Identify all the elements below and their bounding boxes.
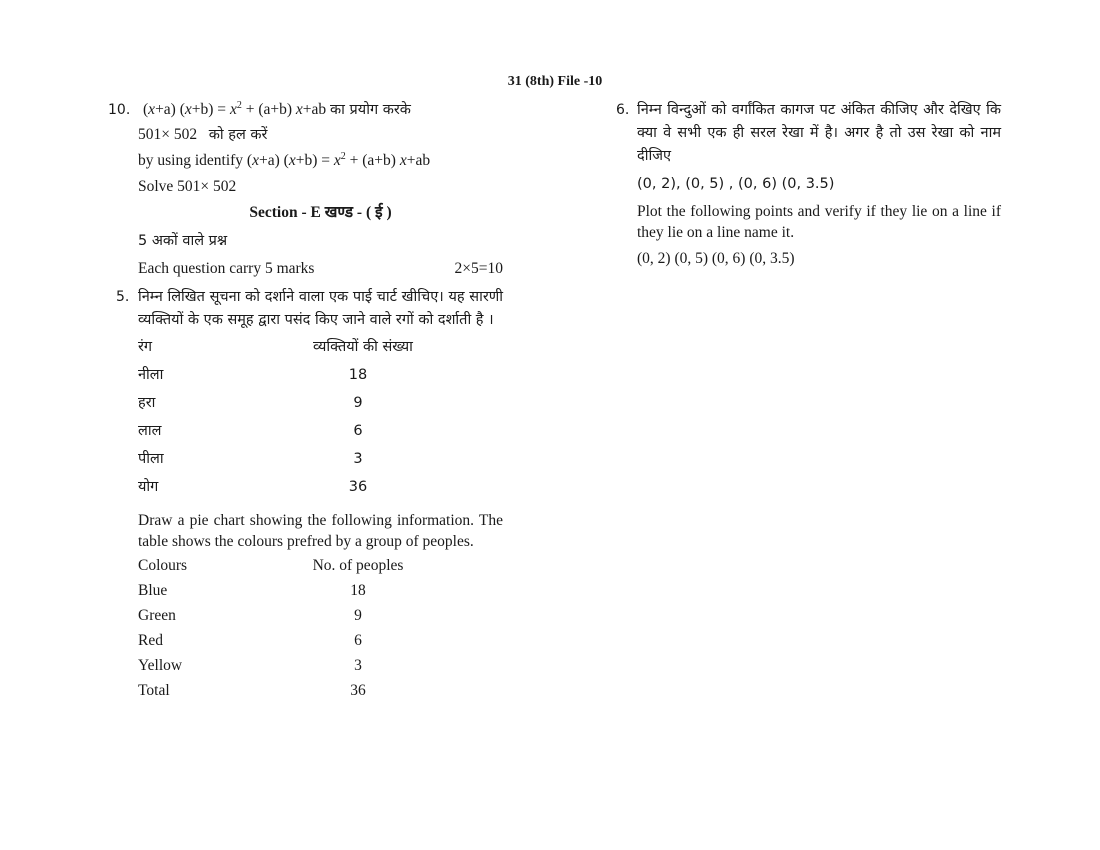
q6-en-text: Plot the following points and verify if they lie on a line if they lie on a line name it. [637,203,1001,241]
table-cell: 9 [354,607,362,624]
table-cell: Total [138,682,170,699]
q10-product: 501× 502 [138,126,198,143]
table-cell: नीला [138,367,164,383]
q6-hi-points: (0, 2), (0, 5) , (0, 6) (0, 3.5) [637,176,835,192]
table-row [138,476,503,504]
table-row [138,680,503,705]
q6-en-points: (0, 2) (0, 5) (0, 6) (0, 3.5) [637,250,795,267]
section-title [108,202,503,224]
question-number: 5. [116,289,130,305]
question-number: 6. [616,102,630,118]
table-cell: लाल [138,423,162,439]
table-row [138,448,503,476]
table-row [138,364,503,392]
table-cell: पीला [138,451,164,467]
table-cell: Yellow [138,657,183,674]
table-cell: 6 [353,423,363,439]
table-header-row [138,555,503,580]
section-en-marks: Each question carry 5 marks [138,260,315,277]
table-cell: 36 [350,682,366,699]
table-row [138,655,503,680]
table-cell: 3 [353,451,363,467]
table-row [138,420,503,448]
table-cell: 18 [348,367,368,383]
q10-hi-solve: को हल करें [208,127,268,143]
table-header: Colours [138,557,188,574]
q6-hi-text: निम्न विन्दुओं को वर्गांकित कागज पट अंकित कीजिए और देखिए कि क्या वे सभी एक ही सरल रेखा में है। अगर है तो उस रेखा को नाम दीजिए [637,102,1001,164]
q5-en-table [108,555,503,705]
table-row [138,392,503,420]
q10-line-2 [108,124,503,146]
q10-line-1 [108,99,503,121]
question-6 [616,99,1001,270]
question-number: 10. [108,102,131,118]
q10-en-line-1: by using identify (x+a) $(x+b) = x^2 + (a+b)$ x+ab [138,150,431,169]
q10-en-line-2: Solve 501× 502 [138,178,237,195]
section-hi-marks: 5 अकों वाले प्रश्न [138,233,228,249]
table-cell: 18 [350,582,366,599]
table-row [138,580,503,605]
table-header: No. of peoples [312,557,404,574]
question-10 [108,99,503,198]
table-cell: Red [138,632,163,649]
question-5 [108,286,503,705]
table-cell: 36 [348,479,368,495]
table-header: रंग [138,339,153,355]
section-marks-calc: 2×5=10 [454,260,503,277]
section-en-marks-row [108,258,503,280]
table-cell: हरा [138,395,156,411]
q5-hi-table [108,336,503,504]
table-cell: योग [138,479,159,495]
section-title-text: Section - E खण्ड - ( ई ) [249,204,392,221]
page-header: 31 (8th) File -10 [507,74,603,89]
q10-hi-instruction: का प्रयोग करके [330,102,411,118]
q5-hi-text: निम्न लिखित सूचना को दर्शाने वाला एक पाई चार्ट खीचिए। यह सारणी व्यक्तियों के एक समूह द्वारा पसंद किए जाने वाले रगों को दर्शाती है । [138,289,503,328]
table-cell: 6 [354,632,362,649]
q10-formula: (x+a) $(x+b) = x^2 + (a+b)$ x+ab [143,99,327,118]
q5-en-text: Draw a pie chart showing the following information. The table shows the colours prefred by a group of peoples. [138,512,503,550]
table-header-row [138,336,503,364]
table-cell: 3 [354,657,362,674]
table-cell: Green [138,607,176,624]
left-column [108,99,503,705]
table-cell: Blue [138,582,168,599]
table-row [138,630,503,655]
table-cell: 9 [353,395,363,411]
table-header: व्यक्तियों की संख्या [313,339,413,355]
right-column [616,99,1001,270]
table-row [138,605,503,630]
